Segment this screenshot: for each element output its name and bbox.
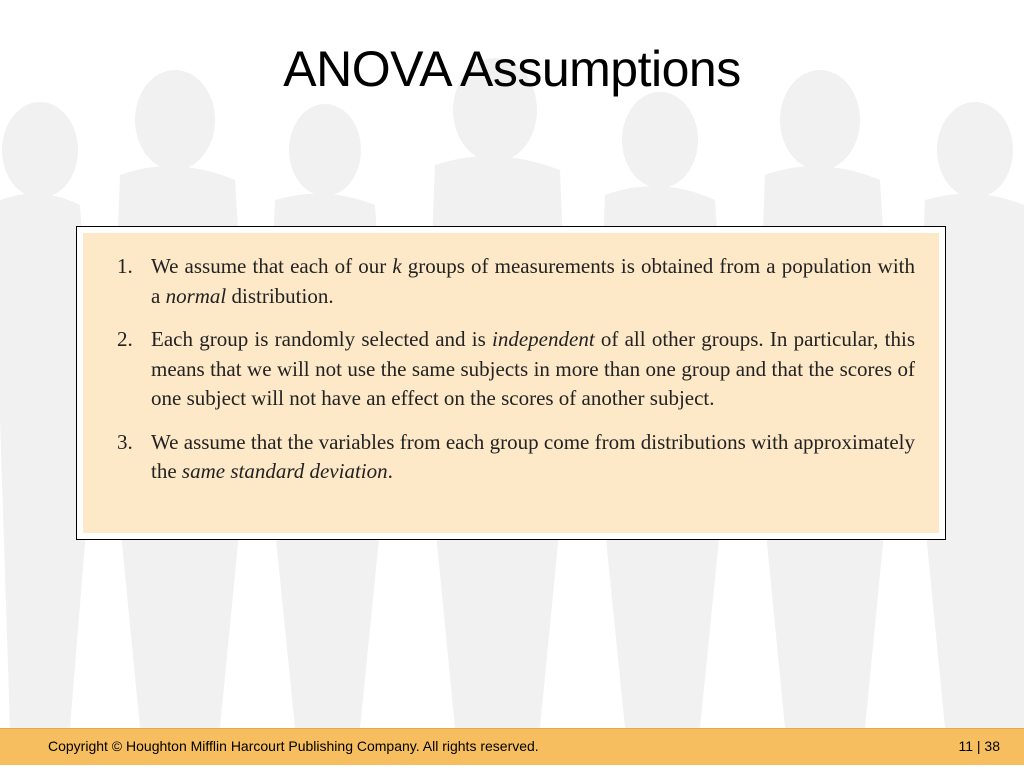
item-text: We assume that each of our xyxy=(151,254,393,278)
item-emphasis-independent: independent xyxy=(492,327,595,351)
assumption-item-equal-sd xyxy=(117,428,915,487)
assumption-item-normality xyxy=(117,252,915,311)
item-number: 1. xyxy=(117,254,133,278)
item-emphasis-normal: normal xyxy=(165,283,227,308)
item-emphasis-k: k xyxy=(392,254,402,278)
item-number: 2. xyxy=(117,327,133,351)
item-text: We assume that the variables from each group come from distributions with approximately the xyxy=(151,429,915,483)
item-number: 3. xyxy=(117,429,133,454)
item-text: Each group is randomly selected and is xyxy=(151,327,493,351)
slide-title: ANOVA Assumptions xyxy=(283,41,741,97)
page-number: 11 | 38 xyxy=(958,738,1000,754)
item-text: . xyxy=(387,459,393,483)
item-text: groups of measurements is obtained from a population with a xyxy=(151,254,915,308)
footer-bar xyxy=(0,728,1024,765)
assumptions-list xyxy=(117,252,915,501)
assumption-item-independence xyxy=(117,325,915,414)
copyright-notice: Copyright © Houghton Mifflin Harcourt Publishing Company. All rights reserved. xyxy=(48,738,539,754)
item-emphasis-same-sd: same standard deviation xyxy=(181,459,388,483)
item-text: of all other groups. In particular, this means that we will not use the same subjects in more than one group and that the scores of one subject will not have an effect on the scores of another subject. xyxy=(151,327,916,410)
assumptions-frame xyxy=(76,226,946,540)
item-text: distribution. xyxy=(226,283,334,308)
assumptions-panel xyxy=(83,233,939,533)
